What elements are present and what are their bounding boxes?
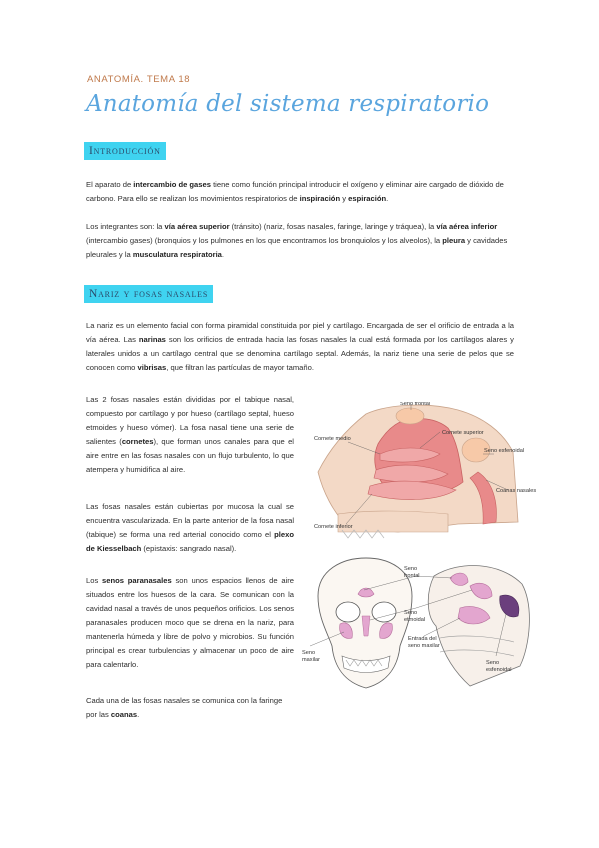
label-seno-esfenoidal-2: esfenoidal [486, 667, 512, 673]
nose-paragraph-1: La nariz es un elemento facial con forma piramidal constituida por piel y cartílago. Encargada de ser el orificio de entrada a la vía aérea. Las narinas son los orificios de entrada hacia las fosas nasales la cual está formada por los cartílagos alares y laterales unidos a un cartílago central que se denomina cartílago septal. Además, la nariz tiene una serie de pelos que se conocen como vibrisas, que filtran las partículas de mayor tamaño. [86, 321, 514, 372]
nasal-cavity-figure [308, 402, 538, 548]
label-seno-etmoidal-1: Seno [404, 610, 418, 616]
nose-paragraph-4: Los senos paranasales son unos espacios llenos de aire situados entre los huesos de la cara. Se comunican con la cavidad nasal a través de unos pequeños orificios. Los senos paranasales producen moco que se drena en la nariz, para mantenerla húmeda y libre de polvo y microbios. Su función principal es crear turbulencias y almacenar un poco de aire para calentarlo. [86, 576, 294, 669]
label-seno-frontal-2: frontal [404, 573, 420, 579]
label-entrada-seno-maxilar-2: seno maxilar [408, 643, 440, 649]
label-seno-frontal: Seno frontal [400, 402, 431, 407]
label-coanas-nasales: Coanas nasales [496, 488, 537, 494]
label-cornete-inferior: Cornete inferior [314, 524, 353, 530]
label-cornete-medio: Cornete medio [314, 436, 351, 442]
section-heading-nose: Nariz y fosas nasales [84, 285, 213, 303]
label-seno-esfenoidal-1: Seno [486, 660, 500, 666]
paranasal-sinuses-figure [300, 556, 536, 696]
nose-paragraph-2: Las 2 fosas nasales están divididas por el tabique nasal, compuesto por cartílago y por hueso (cartílago septal, hueso etmoides y hueso vómer). La fosa nasal tiene una serie de salientes (cornetes), que forman unos canales para que el aire entre en las fosas nasales con un flujo turbulento, lo que atempera y humidifica al aire. [86, 395, 294, 474]
intro-paragraph-2: Los integrantes son: la vía aérea superior (tránsito) (nariz, fosas nasales, faringe, laringe y tráquea), la vía aérea inferior (intercambio gases) (bronquios y los pulmones en los que encontramos los bronquiolos y los alveolos), la pleura y cavidades pleurales y la musculatura respiratoria. [86, 222, 508, 259]
label-seno-esfenoidal: Seno esfenoidal [484, 448, 525, 454]
label-seno-maxilar-1: Seno [302, 650, 316, 656]
intro-paragraph-1: El aparato de intercambio de gases tiene como función principal introducir el oxígeno y eliminar aire cargado de dióxido de carbono. Para ello se realizan los movimientos respiratorios de inspiración y espiración. [86, 180, 504, 203]
nose-paragraph-5: Cada una de las fosas nasales se comunica con la faringe por las coanas. [86, 696, 283, 719]
label-seno-frontal-1: Seno [404, 566, 418, 572]
subject-label: ANATOMÍA. TEMA 18 [87, 74, 191, 85]
label-seno-maxilar-2: maxilar [302, 657, 321, 663]
nose-paragraph-3: Las fosas nasales están cubiertas por mucosa la cual se encuentra vascularizada. En la parte anterior de la fosa nasal (tabique) se forma una red arterial conocido como el plexo de Kiesselbach (epistaxis: sangrado nasal). [86, 502, 294, 553]
section-heading-intro: Introducción [84, 142, 166, 160]
page-title: Anatomía del sistema respiratorio [86, 91, 490, 117]
label-seno-etmoidal-2: etmoidal [404, 617, 426, 623]
label-entrada-seno-maxilar-1: Entrada del [408, 636, 437, 642]
label-cornete-superior: Cornete superior [442, 430, 484, 436]
